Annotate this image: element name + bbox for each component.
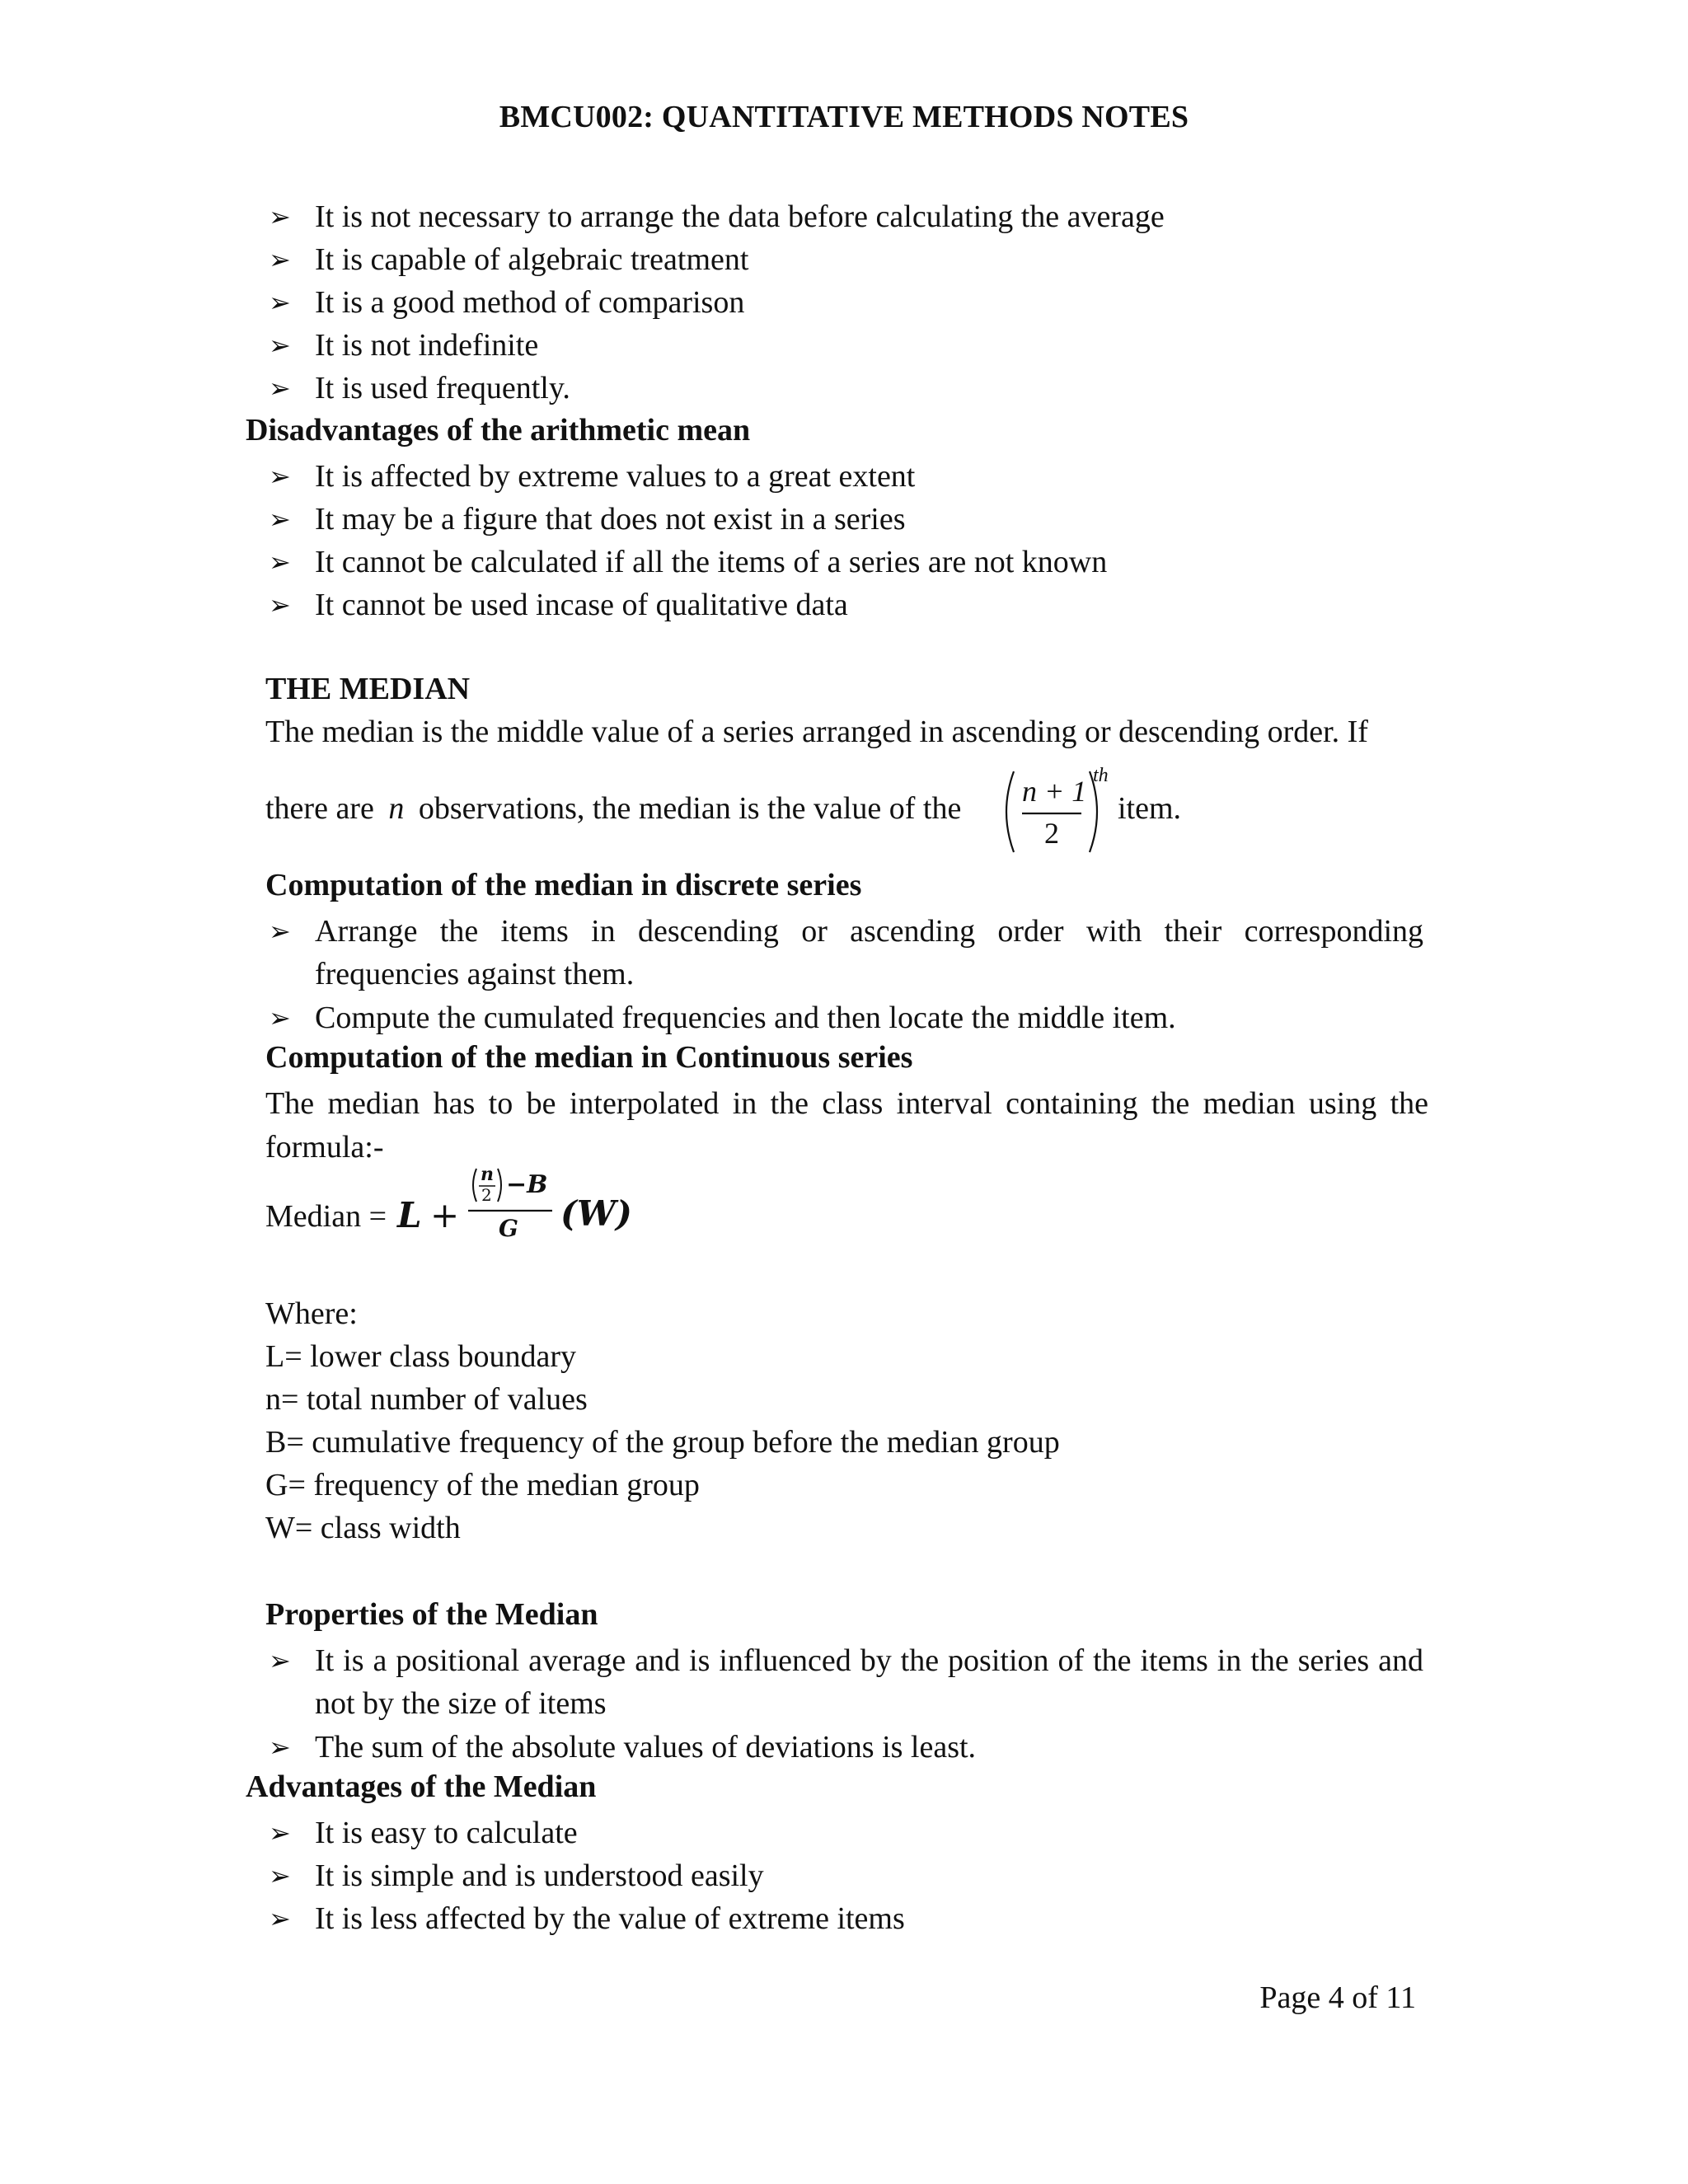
section-heading-advantages-median: Advantages of the Median	[246, 1769, 597, 1804]
median-intro-line2-end: item.	[1118, 791, 1182, 826]
formula-n: n	[481, 1164, 494, 1185]
arrow-bullet-icon: ➢	[269, 1903, 291, 1934]
arrow-bullet-icon: ➢	[269, 1732, 291, 1763]
median-intro-line1: The median is the middle value of a series arranged in ascending or descending order. If	[265, 715, 1368, 749]
formula-W: (W)	[560, 1193, 632, 1234]
fraction-denominator: 2	[1044, 817, 1059, 850]
definition-B: B= cumulative frequency of the group before the median group	[265, 1425, 1060, 1460]
section-heading-properties: Properties of the Median	[265, 1597, 598, 1632]
formula-label: Median =	[265, 1199, 387, 1234]
median-formula	[265, 1162, 645, 1261]
where-heading: Where:	[265, 1296, 358, 1331]
page-number: Page 4 of 11	[1259, 1980, 1416, 2015]
arrow-bullet-icon: ➢	[269, 589, 291, 621]
section-heading-median: THE MEDIAN	[265, 672, 471, 706]
definition-W: W= class width	[265, 1511, 461, 1545]
arrow-bullet-icon: ➢	[269, 916, 291, 947]
section-heading-disadvantages: Disadvantages of the arithmetic mean	[246, 413, 751, 448]
section-heading-discrete: Computation of the median in discrete series	[265, 868, 862, 902]
arrow-bullet-icon: ➢	[269, 201, 291, 232]
arrow-bullet-icon: ➢	[269, 1002, 291, 1033]
definition-n: n= total number of values	[265, 1382, 588, 1417]
arrow-bullet-icon: ➢	[269, 1645, 291, 1676]
document-page: BMCU002: QUANTITATIVE METHODS NOTES ➢ It is not necessary to arrange the data before calculating the average ➢ It is capable of algebraic treatment ➢ It is a good method of comparison ➢ It is not indefinite ➢ It is used frequently. Disadvantages of the arithmetic mean ➢ It is affected by extreme values to a great extent ➢ It may be a figure that does not exist in a series ➢ It cannot be calculated if all the items of a series are not known ➢ It cannot be used incase of qualitative data THE MEDIAN The median is the middle value of a series arranged in ascending or descending order. If there are n observations, the median is the value of the n + 1 2 th item. Computation of the median in discrete series ➢ Arrange the items in descending or ascending order with their corresponding frequencies against them. ➢ Compute the cumulated frequencies and then locate the middle item. Computation of the median in Continuous series The median has to be interpolated in the class interval containing the median using the formula:- Median = L + n 2 −B G (W) Where: L= lower class boundary n= total number of values B= cumulative frequency of the group before the median group G= frequency of the median group W= class width Properties of the Median ➢ It is a positional average and is influenced by the position of the items in the series and not by the size of items ➢ The sum of the absolute values of deviations is least. Advantages of the Median ➢ It is easy to calculate ➢ It is simple and is understood easily ➢ It is less affected by the value of extreme items Page 4 of 11	[0, 0, 1688, 2184]
arrow-bullet-icon: ➢	[269, 504, 291, 535]
arrow-bullet-icon: ➢	[269, 1860, 291, 1891]
page-header-title: BMCU002: QUANTITATIVE METHODS NOTES	[499, 100, 1189, 134]
section-heading-continuous: Computation of the median in Continuous series	[265, 1040, 913, 1075]
arrow-bullet-icon: ➢	[269, 546, 291, 578]
ordinal-superscript: th	[1093, 765, 1109, 786]
formula-L: L	[397, 1195, 422, 1235]
median-position-fraction	[997, 766, 1104, 857]
arrow-bullet-icon: ➢	[269, 1817, 291, 1849]
median-intro-line2: there are n observations, the median is the value of the	[265, 791, 962, 826]
arrow-bullet-icon: ➢	[269, 461, 291, 492]
formula-minus-B: −B	[506, 1170, 548, 1199]
definition-G: G= frequency of the median group	[265, 1468, 700, 1502]
fraction-numerator: n + 1	[1022, 775, 1087, 808]
formula-G: G	[499, 1215, 518, 1242]
arrow-bullet-icon: ➢	[269, 244, 291, 275]
continuous-description: The median has to be interpolated in the class interval containing the median using the formula:-	[265, 1086, 1428, 1165]
arrow-bullet-icon: ➢	[269, 330, 291, 361]
formula-plus: +	[430, 1195, 460, 1235]
definition-L: L= lower class boundary	[265, 1339, 577, 1374]
arrow-bullet-icon: ➢	[269, 287, 291, 318]
arrow-bullet-icon: ➢	[269, 373, 291, 404]
formula-2: 2	[481, 1185, 492, 1205]
